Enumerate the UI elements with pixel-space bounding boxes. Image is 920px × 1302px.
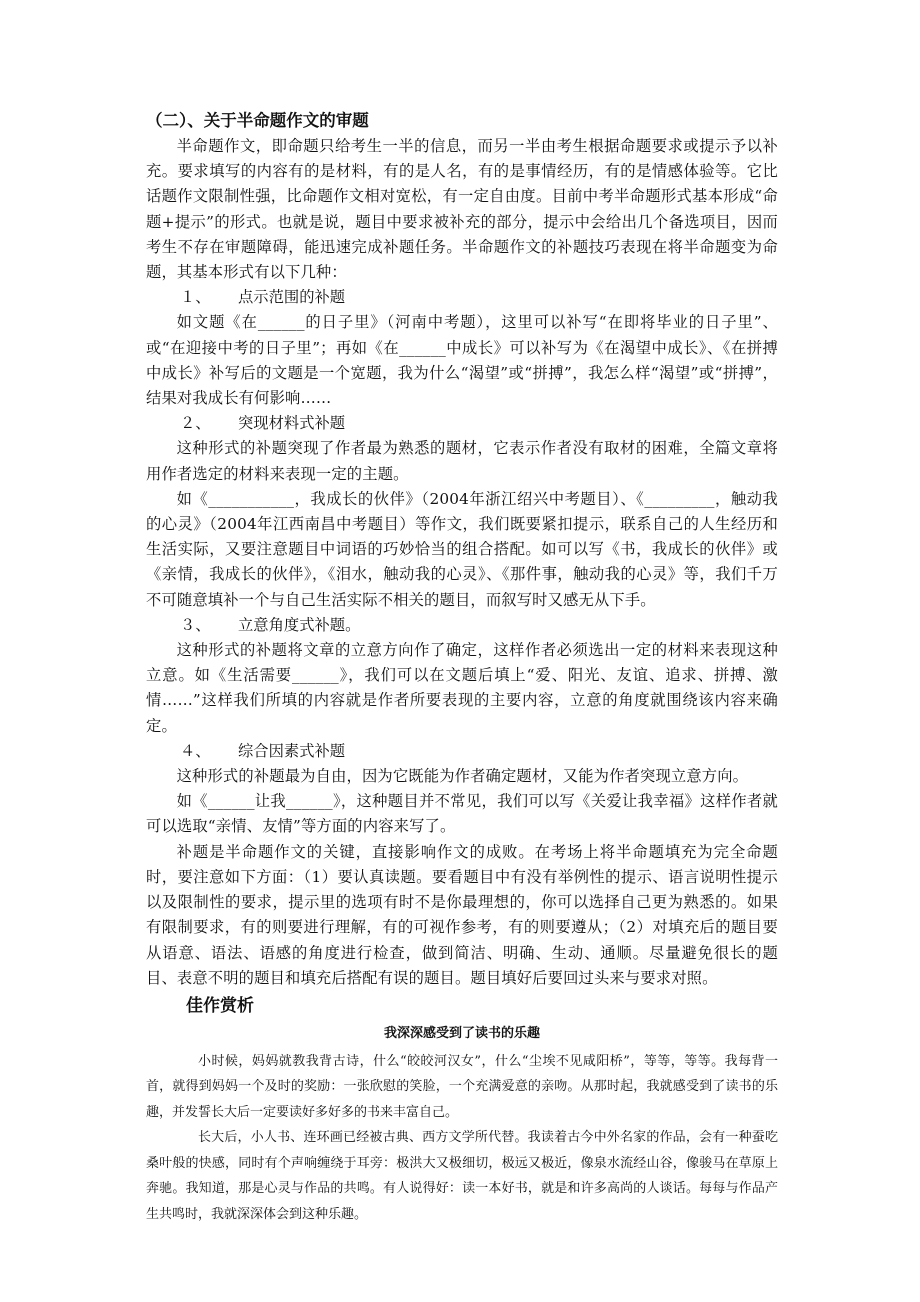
type-item-2 bbox=[146, 411, 778, 436]
essay-paragraph-1: 小时候，妈妈就教我背古诗，什么“皎皎河汉女”，什么“尘埃不见咸阳桥”，等等，等等。我每背一首，就得到妈妈一个及时的奖励：一张欣慰的笑脸，一个充满爱意的亲吻。从那时起，我就感受到了读书的乐趣，并发誓长大后一定要读好多好多的书来丰富自己。 bbox=[146, 1053, 778, 1120]
type-item-3 bbox=[146, 613, 778, 638]
type4-paragraph-a: 这种形式的补题最为自由，因为它既能为作者确定题材，又能为作者突现立意方向。 bbox=[176, 767, 749, 786]
type-item-4 bbox=[146, 739, 778, 764]
essay-paragraph-2: 长大后，小人书、连环画已经被古典、西方文学所代替。我读着古今中外名家的作品，会有一种蚕吃桑叶般的快感，同时有个声响缠绕于耳旁：极洪大又极细切，极远又极近，像泉水流经山谷，像骏马在草原上奔驰。我知道，那是心灵与作品的共鸣。有人说得好：读一本好书，就是和许多高尚的人谈话。每每与作品产生共鸣时，我就深深体会到这种乐趣。 bbox=[146, 1130, 778, 1222]
item-number: ３、 bbox=[180, 615, 211, 634]
type-item-1 bbox=[146, 285, 778, 310]
item-label: 综合因素式补题 bbox=[238, 741, 346, 760]
summary-paragraph: 补题是半命题作文的关键，直接影响作文的成败。在考场上将半命题填充为完全命题时，要注意如下方面：（1）要认真读题。要看题目中有没有举例性的提示、语言说明性提示以及限制性的要求，提示里的选项有时不是你最理想的，你可以选择自己更为熟悉的。如果有限制要求，有的则要进行理解，有的可视作参考，有的则要遵从；（2）对填充后的题目要从语意、语法、语感的角度进行检查，做到简洁、明确、生动、通顺。尽量避免很长的题目、表意不明的题目和填充后搭配有误的题目。题目填好后要回过头来与要求对照。 bbox=[146, 842, 778, 987]
document-page bbox=[146, 108, 778, 1227]
item-label: 突现材料式补题 bbox=[238, 414, 346, 433]
intro-paragraph: 半命题作文，即命题只给考生一半的信息，而另一半由考生根据命题要求或提示予以补充。要求填写的内容有的是材料，有的是人名，有的是事情经历，有的是情感体验等。它比话题作文限制性强，比命题作文相对宽松，有一定自由度。目前中考半命题形式基本形成“命题+提示”的形式。也就是说，题目中要求被补充的部分，提示中会给出几个备选项目，因而考生不存在审题障碍，能迅速完成补题任务。半命题作文的补题技巧表现在将半命题变为命题，其基本形式有以下几种： bbox=[146, 137, 778, 282]
showcase-heading: 佳作赏析 bbox=[186, 995, 254, 1016]
section-heading: （二）、关于半命题作文的审题 bbox=[146, 111, 369, 130]
type4-paragraph-b: 如《______让我______》，这种题目并不常见，我们可以写《关爱让我幸福》这样作者就可以选取“亲情、友情”等方面的内容来写了。 bbox=[146, 792, 778, 836]
item-label: 立意角度式补题。 bbox=[238, 615, 361, 634]
type2-paragraph-a: 这种形式的补题突现了作者最为熟悉的题材，它表示作者没有取材的困难，全篇文章将用作者选定的材料来表现一定的主题。 bbox=[146, 439, 778, 483]
essay-title: 我深深感受到了读书的乐趣 bbox=[383, 1025, 540, 1041]
type1-paragraph: 如文题《在______的日子里》（河南中考题），这里可以补写“在即将毕业的日子里”、或“在迎接中考的日子里”；再如《在______中成长》可以补写为《在渴望中成长》、《在拼搏中成长》补写后的文题是一个宽题，我为什么“渴望”或“拼搏”，我怎么样“渴望”或“拼搏”，结果对我成长有何影响…… bbox=[146, 313, 778, 408]
type3-paragraph: 这种形式的补题将文章的立意方向作了确定，这样作者必须选出一定的材料来表现这种立意。如《生活需要______》，我们可以在文题后填上“爱、阳光、友谊、追求、拼搏、激情……”这样我们所填的内容就是作者所要表现的主要内容，立意的角度就围绕该内容来确定。 bbox=[146, 641, 778, 735]
item-label: 点示范围的补题 bbox=[238, 288, 346, 307]
item-number: ２、 bbox=[180, 414, 211, 433]
item-number: １、 bbox=[180, 288, 211, 307]
type2-paragraph-b: 如《___________，我成长的伙伴》（2004年浙江绍兴中考题目）、《_________，触动我的心灵》（2004年江西南昌中考题目）等作文，我们既要紧扣提示，联系自己的人生经历和生活实际，又要注意题目中词语的巧妙恰当的组合搭配。如可以写《书，我成长的伙伴》或《亲情，我成长的伙伴》，《泪水，触动我的心灵》、《那件事，触动我的心灵》等，我们千万不可随意填补一个与自己生活实际不相关的题目，而叙写时又感无从下手。 bbox=[146, 489, 778, 609]
item-number: ４、 bbox=[180, 741, 211, 760]
